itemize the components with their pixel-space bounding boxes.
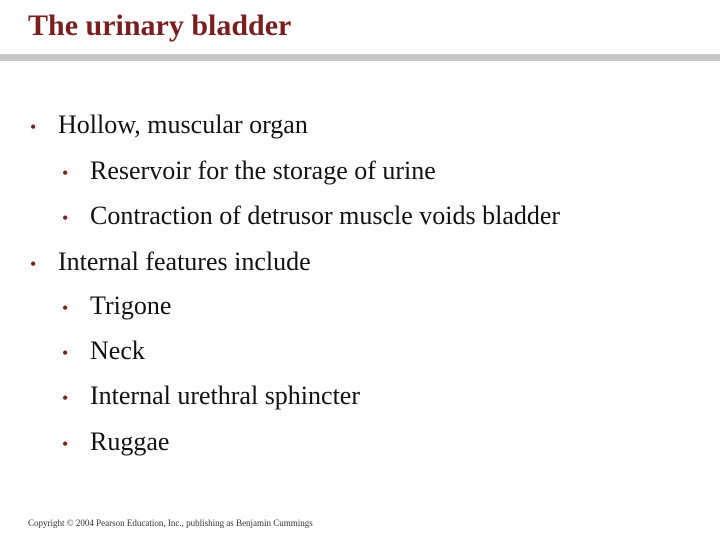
bullet-icon: •: [30, 117, 37, 137]
bullet-icon: •: [30, 254, 37, 274]
copyright-footer: Copyright © 2004 Pearson Education, Inc., publishing as Benjamin Cummings: [28, 518, 313, 528]
bullet-item: [30, 110, 308, 142]
bullet-icon: •: [62, 298, 69, 318]
slide-title: The urinary bladder: [28, 9, 292, 42]
bullet-text: Internal urethral sphincter: [90, 381, 360, 410]
bullet-text: Neck: [90, 336, 145, 365]
bullet-text: Reservoir for the storage of urine: [90, 156, 436, 185]
bullet-text: Hollow, muscular organ: [58, 110, 308, 139]
sub-bullet-item: [62, 427, 169, 459]
sub-bullet-item: [62, 291, 171, 323]
sub-bullet-item: [62, 381, 360, 413]
bullet-text: Internal features include: [58, 247, 311, 276]
bullet-text: Ruggae: [90, 427, 170, 456]
sub-bullet-item: [62, 201, 560, 233]
bullet-icon: •: [62, 343, 69, 363]
bullet-text: Trigone: [90, 291, 172, 320]
sub-bullet-item: [62, 156, 436, 188]
bullet-icon: •: [62, 388, 69, 408]
sub-bullet-item: [62, 336, 145, 368]
bullet-icon: •: [62, 163, 69, 183]
bullet-item: [30, 247, 311, 279]
bullet-text: Contraction of detrusor muscle voids bladder: [90, 201, 561, 230]
bullet-icon: •: [62, 434, 69, 454]
bullet-icon: •: [62, 208, 69, 228]
